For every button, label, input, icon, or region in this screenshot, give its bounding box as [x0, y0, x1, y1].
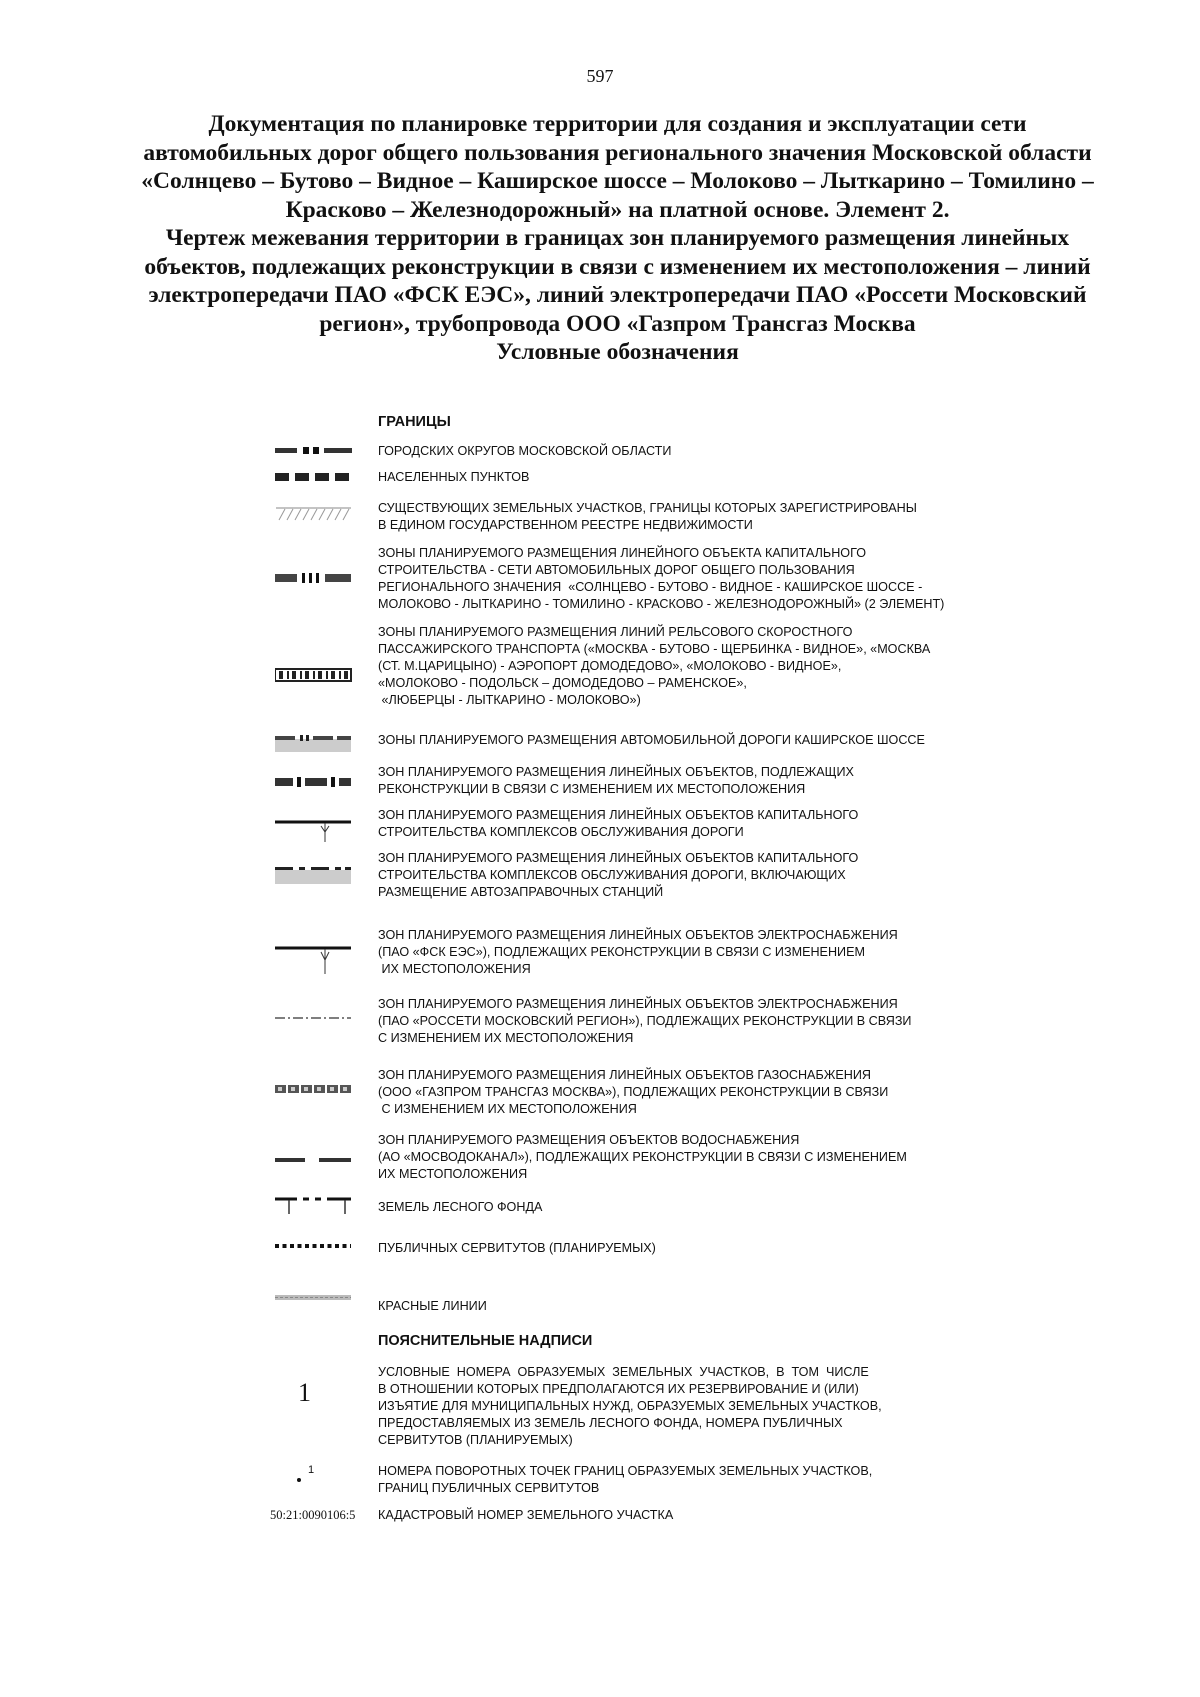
document-title — [110, 110, 1125, 367]
symbol-forest-fund-border — [275, 1196, 353, 1216]
legend-registered-parcels: СУЩЕСТВУЮЩИХ ЗЕМЕЛЬНЫХ УЧАСТКОВ, ГРАНИЦЫ КОТОРЫХ ЗАРЕГИСТРИРОВАНЫ В ЕДИНОМ ГОСУДАРСТВЕННОМ РЕЕСТРЕ НЕДВИЖИМОСТИ — [378, 501, 917, 532]
symbol-settlement-border — [275, 471, 353, 483]
turn-point-symbol — [297, 1466, 317, 1490]
legend-water-supply-zone: ЗОН ПЛАНИРУЕМОГО РАЗМЕЩЕНИЯ ОБЪЕКТОВ ВОДОСНАБЖЕНИЯ (АО «МОСВОДОКАНАЛ»), ПОДЛЕЖАЩИХ РЕКОНСТРУКЦИИ В СВЯЗИ С ИЗМЕНЕНИЕМ ИХ МЕСТОПОЛОЖЕНИЯ — [378, 1133, 907, 1181]
turn-point-number: 1 — [308, 1464, 315, 1476]
section-heading-borders: ГРАНИЦЫ — [378, 414, 451, 430]
symbol-fsk-power-line-zone — [275, 944, 353, 976]
page-number: 597 — [586, 66, 614, 86]
title-line: регион», трубопровода ООО «Газпром Трансгаз Москва — [319, 310, 916, 337]
legend-settlements: НАСЕЛЕННЫХ ПУНКТОВ — [378, 470, 530, 484]
title-line: электропередачи ПАО «ФСК ЕЭС», линий электропередачи ПАО «Россети Московский — [148, 282, 1087, 308]
symbol-registered-parcels — [275, 506, 353, 522]
legend-road-network-zone: ЗОНЫ ПЛАНИРУЕМОГО РАЗМЕЩЕНИЯ ЛИНЕЙНОГО ОБЪЕКТА КАПИТАЛЬНОГО СТРОИТЕЛЬСТВА - СЕТИ АВТОМОБИЛЬНЫХ ДОРОГ ОБЩЕГО ПОЛЬЗОВАНИЯ РЕГИОНАЛЬНОГО ЗНАЧЕНИЯ «СОЛНЦЕВО - БУТОВО - ВИДНОЕ - КАШИРСКОЕ ШОССЕ - МОЛОКОВО - ЛЫТКАРИНО - ТОМИЛИНО - КРАСКОВО - ЖЕЛЕЗНОДОРОЖНЫЙ» (2 ЭЛЕМЕНТ) — [378, 546, 945, 611]
symbol-road-service-zone — [275, 818, 353, 844]
legend-rosseti-power-line-zone: ЗОН ПЛАНИРУЕМОГО РАЗМЕЩЕНИЯ ЛИНЕЙНЫХ ОБЪЕКТОВ ЭЛЕКТРОСНАБЖЕНИЯ (ПАО «РОССЕТИ МОСКОВСКИЙ РЕГИОН»), ПОДЛЕЖАЩИХ РЕКОНСТРУКЦИИ В СВЯЗИ С ИЗМЕНЕНИЕМ ИХ МЕСТОПОЛОЖЕНИЯ — [378, 997, 912, 1045]
section-heading-notes: ПОЯСНИТЕЛЬНЫЕ НАДПИСИ — [378, 1333, 593, 1349]
legend-public-servitude: ПУБЛИЧНЫХ СЕРВИТУТОВ (ПЛАНИРУЕМЫХ) — [378, 1241, 656, 1255]
symbol-rosseti-power-line-zone — [275, 1014, 353, 1022]
title-line: Красково – Железнодорожный» на платной основе. Элемент 2. — [285, 196, 950, 223]
legend-forest-fund: ЗЕМЕЛЬ ЛЕСНОГО ФОНДА — [378, 1200, 543, 1214]
legend-fsk-power-line-zone: ЗОН ПЛАНИРУЕМОГО РАЗМЕЩЕНИЯ ЛИНЕЙНЫХ ОБЪЕКТОВ ЭЛЕКТРОСНАБЖЕНИЯ (ПАО «ФСК ЕЭС»), ПОДЛЕЖАЩИХ РЕКОНСТРУКЦИИ В СВЯЗИ С ИЗМЕНЕНИЕМ ИХ МЕСТОПОЛОЖЕНИЯ — [378, 928, 898, 976]
symbol-red-lines — [275, 1294, 353, 1302]
cadastral-number-example: 50:21:0090106:5 — [270, 1508, 356, 1522]
legend-urban-districts: ГОРОДСКИХ ОКРУГОВ МОСКОВСКОЙ ОБЛАСТИ — [378, 444, 672, 458]
legend-reconstructed-objects-zone: ЗОН ПЛАНИРУЕМОГО РАЗМЕЩЕНИЯ ЛИНЕЙНЫХ ОБЪЕКТОВ, ПОДЛЕЖАЩИХ РЕКОНСТРУКЦИИ В СВЯЗИ С ИЗМЕНЕНИЕМ ИХ МЕСТОПОЛОЖЕНИЯ — [378, 765, 854, 796]
legend-rail-transport-zone: ЗОНЫ ПЛАНИРУЕМОГО РАЗМЕЩЕНИЯ ЛИНИЙ РЕЛЬСОВОГО СКОРОСТНОГО ПАССАЖИРСКОГО ТРАНСПОРТА («МОСКВА - БУТОВО - ЩЕРБИНКА - ВИДНОЕ», «МОСКВА (СТ. М.ЦАРИЦЫНО) - АЭРОПОРТ ДОМОДЕДОВО», «МОЛОКОВО - ВИДНОЕ», «МОЛОКОВО - ПОДОЛЬСК – ДОМОДЕДОВО – РАМЕНСКОЕ», «ЛЮБЕРЦЫ - ЛЫТКАРИНО - МОЛОКОВО») — [378, 625, 931, 707]
title-line: Документация по планировке территории для создания и эксплуатации сети — [208, 111, 1027, 137]
symbol-gas-pipeline-zone — [275, 1083, 353, 1095]
legend-road-service-zone: ЗОН ПЛАНИРУЕМОГО РАЗМЕЩЕНИЯ ЛИНЕЙНЫХ ОБЪЕКТОВ КАПИТАЛЬНОГО СТРОИТЕЛЬСТВА КОМПЛЕКСОВ ОБСЛУЖИВАНИЯ ДОРОГИ — [378, 808, 859, 839]
legend-gas-station-zone: ЗОН ПЛАНИРУЕМОГО РАЗМЕЩЕНИЯ ЛИНЕЙНЫХ ОБЪЕКТОВ КАПИТАЛЬНОГО СТРОИТЕЛЬСТВА КОМПЛЕКСОВ ОБСЛУЖИВАНИЯ ДОРОГИ, ВКЛЮЧАЮЩИХ РАЗМЕЩЕНИЕ АВТОЗАПРАВОЧНЫХ СТАНЦИЙ — [378, 851, 859, 899]
parcel-number-symbol: 1 — [298, 1378, 311, 1407]
symbol-road-network-zone — [275, 572, 353, 584]
symbol-kashira-highway-zone — [275, 734, 353, 754]
title-line: Условные обозначения — [496, 339, 739, 365]
symbol-water-supply-zone — [275, 1155, 353, 1165]
legend-gas-pipeline-zone: ЗОН ПЛАНИРУЕМОГО РАЗМЕЩЕНИЯ ЛИНЕЙНЫХ ОБЪЕКТОВ ГАЗОСНАБЖЕНИЯ (ООО «ГАЗПРОМ ТРАНСГАЗ МОСКВА»), ПОДЛЕЖАЩИХ РЕКОНСТРУКЦИИ В СВЯЗИ С ИЗМЕНЕНИЕМ ИХ МЕСТОПОЛОЖЕНИЯ — [378, 1068, 889, 1116]
symbol-gas-station-zone — [275, 864, 353, 886]
symbol-reconstructed-objects-zone — [275, 776, 353, 788]
turn-point-dot — [297, 1478, 301, 1482]
symbol-public-servitude — [275, 1242, 353, 1250]
legend-kashira-highway-zone: ЗОНЫ ПЛАНИРУЕМОГО РАЗМЕЩЕНИЯ АВТОМОБИЛЬНОЙ ДОРОГИ КАШИРСКОЕ ШОССЕ — [378, 733, 925, 747]
legend-turn-points: НОМЕРА ПОВОРОТНЫХ ТОЧЕК ГРАНИЦ ОБРАЗУЕМЫХ ЗЕМЕЛЬНЫХ УЧАСТКОВ, ГРАНИЦ ПУБЛИЧНЫХ СЕРВИТУТОВ — [378, 1464, 873, 1495]
title-line: Чертеж межевания территории в границах зон планируемого размещения линейных — [165, 225, 1070, 251]
legend-cadastral-number: КАДАСТРОВЫЙ НОМЕР ЗЕМЕЛЬНОГО УЧАСТКА — [378, 1508, 674, 1522]
title-line: автомобильных дорог общего пользования регионального значения Московской области — [143, 139, 1092, 166]
title-line: объектов, подлежащих реконструкции в связи с изменением их местоположения – линий — [144, 253, 1091, 280]
title-line: «Солнцево – Бутово – Видное – Каширское шоссе – Молоково – Лыткарино – Томилино – — [141, 168, 1094, 194]
legend-red-lines: КРАСНЫЕ ЛИНИИ — [378, 1299, 487, 1313]
symbol-urban-district-border — [275, 445, 353, 457]
symbol-rail-transport-zone — [275, 668, 353, 682]
legend-parcel-numbers: УСЛОВНЫЕ НОМЕРА ОБРАЗУЕМЫХ ЗЕМЕЛЬНЫХ УЧАСТКОВ, В ТОМ ЧИСЛЕ В ОТНОШЕНИИ КОТОРЫХ ПРЕДПОЛАГАЮТСЯ ИХ РЕЗЕРВИРОВАНИЕ И (ИЛИ) ИЗЪЯТИЕ ДЛЯ МУНИЦИПАЛЬНЫХ НУЖД, ОБРАЗУЕМЫХ ЗЕМЕЛЬНЫХ УЧАСТКОВ, ПРЕДОСТАВЛЯЕМЫХ ИЗ ЗЕМЕЛЬ ЛЕСНОГО ФОНДА, НОМЕРА ПУБЛИЧНЫХ СЕРВИТУТОВ (ПЛАНИРУЕМЫХ) — [378, 1365, 882, 1447]
